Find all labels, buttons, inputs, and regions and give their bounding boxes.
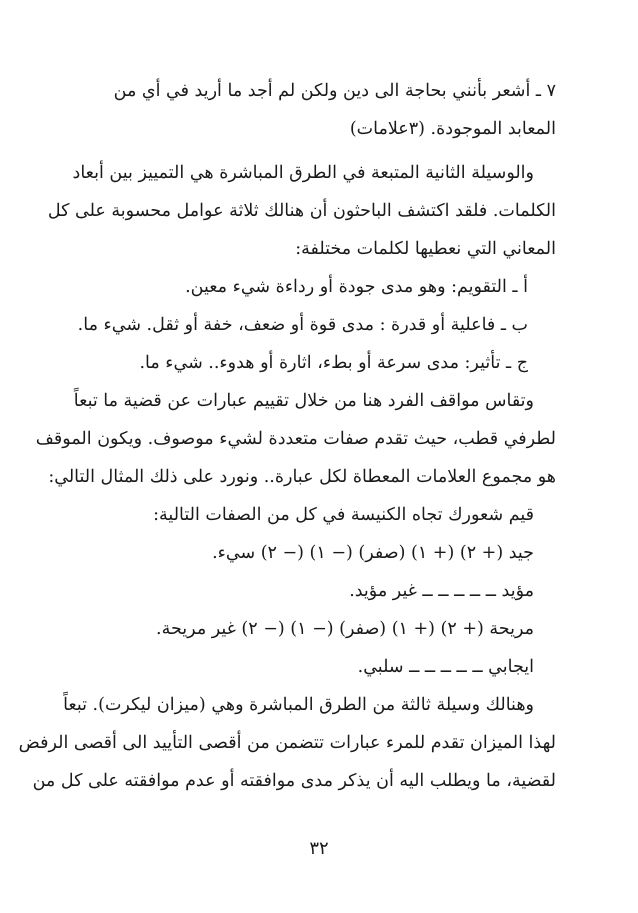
text-line: والوسيلة الثانية المتبعة في الطرق المباشرة هي التمييز بين أبعاد [72,163,534,183]
scale-item: جيد (+ ٢) (+ ١) (صفر) (− ١) (− ٢) سيء. [212,543,534,563]
text-line: الكلمات. فلقد اكتشف الباحثون أن هنالك ثلاثة عوامل محسوبة على كل [47,201,556,221]
text-line: وتقاس مواقف الفرد هنا من خلال تقييم عبارات عن قضية ما تبعاً [73,391,534,411]
list-item: أ ـ التقويم: وهو مدى جودة أو رداءة شيء معين. [185,277,528,297]
page-number: ٣٢ [309,838,329,859]
text-line: لهذا الميزان تقدم للمرء عبارات تتضمن من أقصى التأييد الى أقصى الرفض [18,733,556,753]
text-line: هو مجموع العلامات المعطاة لكل عبارة.. ونورد على ذلك المثال التالي: [48,467,556,487]
text-line: ٧ ـ أشعر بأنني بحاجة الى دين ولكن لم أجد ما أريد في أي من [113,81,556,101]
list-item: ج ـ تأثير: مدى سرعة أو بطء، اثارة أو هدوء.. شيء ما. [139,353,528,373]
scale-item: مؤيد ــ ــ ــ ــ ــ غير مؤيد. [349,581,534,601]
text-line: المعابد الموجودة. (٣علامات) [349,119,556,139]
document-body [18,72,556,800]
list-item: ب ـ فاعلية أو قدرة : مدى قوة أو ضعف، خفة أو ثقل. شيء ما. [77,315,528,335]
text-line: لطرفي قطب، حيث تقدم صفات متعددة لشيء موصوف. ويكون الموقف [35,429,556,449]
text-line: المعاني التي نعطيها لكلمات مختلفة: [295,239,556,259]
text-line: لقضية، ما ويطلب اليه أن يذكر مدى موافقته أو عدم موافقته على كل من [32,771,556,791]
scale-item: مريحة (+ ٢) (+ ١) (صفر) (− ١) (− ٢) غير مريحة. [156,619,534,639]
text-line: وهنالك وسيلة ثالثة من الطرق المباشرة وهي (ميزان ليكرت). تبعاً [63,695,534,715]
scale-item: ايجابي ــ ــ ــ ــ ــ سلبي. [357,657,534,677]
text-line: قيم شعورك تجاه الكنيسة في كل من الصفات التالية: [153,505,534,525]
